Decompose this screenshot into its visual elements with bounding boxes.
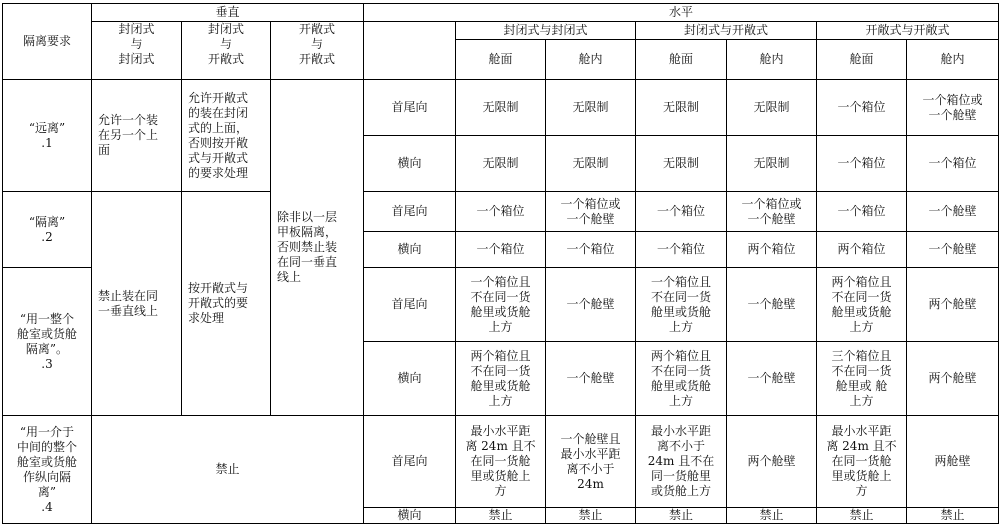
table-cell: 无限制 xyxy=(636,80,727,136)
table-cell: 最小水平距 离 24m 且不 在同一货舱 里或货舱上 方 xyxy=(456,416,546,508)
table-cell: 无限制 xyxy=(546,136,636,192)
table-cell: 一个舱壁且 最小水平距 离不小于 24m xyxy=(546,416,636,508)
direction-label: 横向 xyxy=(364,232,456,268)
table-cell: 一个箱位 xyxy=(907,136,999,192)
table-cell: 两个箱位 xyxy=(817,232,907,268)
vertical-cell: 允许开敞式 的装在封闭 式的上面， 否则按开敞 式与开敞式 的要求处理 xyxy=(182,80,271,192)
requirement-label: “用一整个 舱室或货舱 隔离”。 .3 xyxy=(3,268,92,416)
header-horizontal: 水平 xyxy=(364,4,999,22)
direction-label: 首尾向 xyxy=(364,192,456,232)
direction-label: 首尾向 xyxy=(364,268,456,342)
table-cell: 一个箱位 xyxy=(456,232,546,268)
table-cell: 两个箱位且 不在同一货 舱里或货舱 上方 xyxy=(456,342,546,416)
header-v-closed-closed: 封闭式 与 封闭式 xyxy=(92,22,182,80)
table-cell: 无限制 xyxy=(456,136,546,192)
vertical-cell: 禁止 xyxy=(92,416,364,524)
table-cell: 无限制 xyxy=(546,80,636,136)
table-cell: 无限制 xyxy=(727,80,817,136)
table-cell: 三个箱位且 不在同一货 舱里或 舱 上方 xyxy=(817,342,907,416)
table-cell: 最小水平距 离 24m 且不 在同一货舱 里或货舱上 方 xyxy=(817,416,907,508)
table-cell: 无限制 xyxy=(636,136,727,192)
table-cell: 一个箱位 xyxy=(817,136,907,192)
table-cell: 一个箱位且 不在同一货 舱里或货舱 上方 xyxy=(636,268,727,342)
table-cell: 一个箱位 xyxy=(817,80,907,136)
table-cell: 一个舱壁 xyxy=(907,192,999,232)
header-deck: 舱面 xyxy=(817,40,907,80)
header-vertical: 垂直 xyxy=(92,4,364,22)
header-v-open-open: 开敞式 与 开敞式 xyxy=(271,22,364,80)
table-cell: 一个箱位或 一个舱壁 xyxy=(907,80,999,136)
table-cell: 两个箱位 xyxy=(727,232,817,268)
table-cell: 无限制 xyxy=(456,80,546,136)
table-cell: 最小水平距 离不小于 24m 且不在 同一货舱里 或货舱上方 xyxy=(636,416,727,508)
table-cell: 两个箱位且 不在同一货 舱里或货舱 上方 xyxy=(636,342,727,416)
direction-label: 横向 xyxy=(364,136,456,192)
vertical-cell: 除非以一层 甲板隔离， 否则禁止装 在同一垂直 线上 xyxy=(271,80,364,416)
table-cell: 一个箱位 xyxy=(546,232,636,268)
header-requirement: 隔离要求 xyxy=(3,4,92,80)
table-cell: 禁止 xyxy=(727,508,817,524)
table-cell: 一个箱位 xyxy=(636,192,727,232)
table-cell: 两个舱壁 xyxy=(907,342,999,416)
vertical-cell: 禁止装在同 一垂直线上 xyxy=(92,192,182,416)
table-cell: 一个箱位 xyxy=(817,192,907,232)
requirement-label: “隔离” .2 xyxy=(3,192,92,268)
table-cell: 禁止 xyxy=(456,508,546,524)
table-cell: 两个舱壁 xyxy=(727,416,817,508)
header-h-closed-closed: 封闭式与封闭式 xyxy=(456,22,636,40)
table-cell: 一个舱壁 xyxy=(727,342,817,416)
table-cell: 一个箱位或 一个舱壁 xyxy=(546,192,636,232)
table-cell: 禁止 xyxy=(546,508,636,524)
table-cell: 一个箱位且 不在同一货 舱里或货舱 上方 xyxy=(456,268,546,342)
header-h-open-open: 开敞式与开敞式 xyxy=(817,22,999,40)
requirement-label: “远离” .1 xyxy=(3,80,92,192)
table-cell: 一个舱壁 xyxy=(727,268,817,342)
direction-label: 首尾向 xyxy=(364,416,456,508)
table-cell: 一个箱位或 一个舱壁 xyxy=(727,192,817,232)
direction-label: 横向 xyxy=(364,508,456,524)
header-deck: 舱面 xyxy=(636,40,727,80)
table-cell: 一个箱位 xyxy=(456,192,546,232)
header-hold: 舱内 xyxy=(727,40,817,80)
table-cell: 一个箱位 xyxy=(636,232,727,268)
table-cell: 无限制 xyxy=(727,136,817,192)
table-cell: 两个箱位且 不在同一货 舱里或货舱 上方 xyxy=(817,268,907,342)
table-cell: 两舱壁 xyxy=(907,416,999,508)
table-cell: 禁止 xyxy=(636,508,727,524)
table-cell: 一个舱壁 xyxy=(546,268,636,342)
table-cell: 一个舱壁 xyxy=(907,232,999,268)
header-v-closed-open: 封闭式 与 开敞式 xyxy=(182,22,271,80)
vertical-cell: 允许一个装 在另一个上 面 xyxy=(92,80,182,192)
direction-label: 横向 xyxy=(364,342,456,416)
header-hold: 舱内 xyxy=(546,40,636,80)
header-deck: 舱面 xyxy=(456,40,546,80)
table-cell: 禁止 xyxy=(907,508,999,524)
header-hold: 舱内 xyxy=(907,40,999,80)
table-cell: 一个舱壁 xyxy=(546,342,636,416)
requirement-label: “用一介于 中间的整个 舱室或货舱 作纵向隔 离” .4 xyxy=(3,416,92,524)
header-direction-blank xyxy=(364,22,456,80)
table-cell: 禁止 xyxy=(817,508,907,524)
vertical-cell: 按开敞式与 开敞式的要 求处理 xyxy=(182,192,271,416)
segregation-table xyxy=(2,3,999,524)
header-h-closed-open: 封闭式与开敞式 xyxy=(636,22,817,40)
direction-label: 首尾向 xyxy=(364,80,456,136)
table-cell: 两个舱壁 xyxy=(907,268,999,342)
